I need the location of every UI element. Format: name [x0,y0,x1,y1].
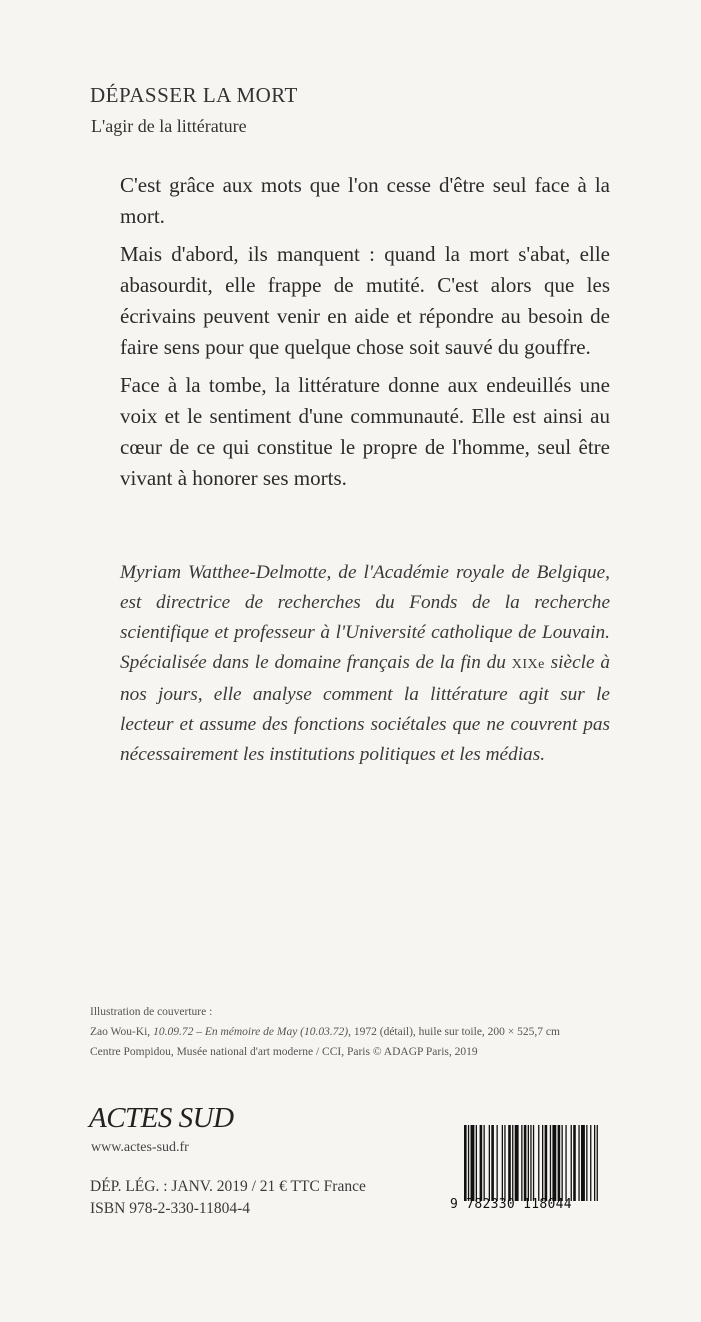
credits-line-1: Illustration de couverture : [90,1006,213,1018]
publisher-logo: ACTES SUD [89,1102,234,1134]
barcode-bar [552,1125,556,1201]
author-bio-text-1: Myriam Watthee-Delmotte, de l'Académie royale de Belgique, est directrice de recherches du Fonds de la recherche scientifique et professeur à l'Université catholique de Louvain. Spécialisée dans le domaine français de la fin du [120,562,610,673]
barcode-bar [565,1125,566,1201]
author-bio-century: XIXe [511,657,545,672]
barcode-bar [558,1125,561,1201]
barcode-bar [476,1125,477,1201]
barcode-bar [530,1125,531,1201]
barcode-bar [491,1125,494,1201]
barcode-bar [468,1125,469,1201]
credits-line-2 [90,1022,650,1042]
author-bio [120,558,610,770]
barcode-bar [594,1125,595,1201]
legal-deposit: DÉP. LÉG. : JANV. 2019 / 21 € TTC France [90,1178,366,1195]
blurb-paragraph-1: C'est grâce aux mots que l'on cesse d'être seul face à la mort. [120,173,610,228]
barcode-bar [480,1125,483,1201]
barcode-bar [464,1125,467,1201]
barcode-bar [508,1125,511,1201]
credits-artwork-title: 10.09.72 – En mémoire de May (10.03.72) [153,1026,349,1038]
barcode-digits: 9 782330 118044 [450,1197,572,1212]
barcode-bar [597,1125,598,1201]
barcode-bar [524,1125,527,1201]
barcode-bar [489,1125,490,1201]
barcode-bar [521,1125,522,1201]
barcode-bar [550,1125,551,1201]
legal-info [90,1176,366,1220]
barcode-bar [528,1125,529,1201]
barcode-bar [571,1125,572,1201]
barcode-bar [504,1125,505,1201]
cover-credits [90,1002,650,1062]
barcode-bar [578,1125,579,1201]
credits-artwork-details: , 1972 (détail), huile sur toile, 200 × 525,7 cm [348,1026,560,1038]
barcode-bar [542,1125,543,1201]
barcode-bar [515,1125,519,1201]
barcode-bars [463,1125,649,1201]
blurb-paragraph-3: Face à la tombe, la littérature donne aux endeuillés une voix et le sentiment d'une communauté. Elle est ainsi au cœur de ce qui constitue le propre de l'homme, seul être vivant à honorer ses morts. [120,373,610,490]
barcode-bar [533,1125,534,1201]
barcode-bar [545,1125,548,1201]
book-subtitle: L'agir de la littérature [91,116,247,136]
barcode-bar [538,1125,539,1201]
blurb [120,170,610,501]
credits-line-3: Centre Pompidou, Musée national d'art moderne / CCI, Paris © ADAGP Paris, 2019 [90,1046,478,1058]
barcode-bar [581,1125,585,1201]
barcode-bar [484,1125,485,1201]
barcode-bar [590,1125,591,1201]
credits-artist: Zao Wou-Ki, [90,1026,154,1038]
barcode-bar [512,1125,513,1201]
barcode-bar [471,1125,475,1201]
barcode-bar [586,1125,587,1201]
barcode-bar [573,1125,576,1201]
book-title: DÉPASSER LA MORT [90,83,298,107]
publisher-website: www.actes-sud.fr [91,1140,189,1155]
barcode-bar [502,1125,503,1201]
barcode-bar [562,1125,563,1201]
author-bio-text-2: siècle à nos jours, elle analyse comment la littérature agit sur le lecteur et assume des fonctions sociétales que ne couvrent pas nécessairement les institutions politiques et les médias. [120,652,610,765]
barcode-bar [497,1125,498,1201]
blurb-paragraph-2: Mais d'abord, ils manquent : quand la mort s'abat, elle abasourdit, elle frappe de mutité. C'est alors que les écrivains peuvent venir en aide et répondre au besoin de faire sens pour que quelque chose soit sauvé du gouffre. [120,242,610,359]
isbn: ISBN 978-2-330-11804-4 [90,1200,251,1217]
